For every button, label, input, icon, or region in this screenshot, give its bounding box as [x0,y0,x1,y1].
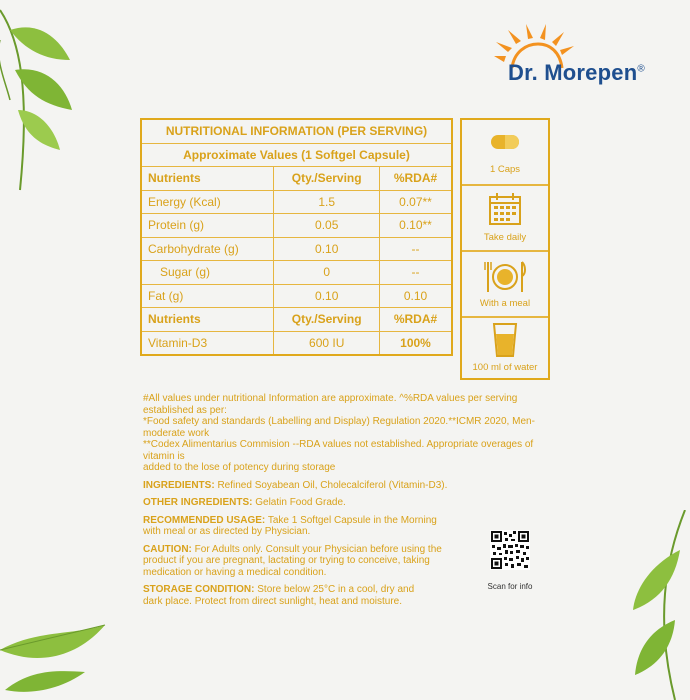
nutrition-panel [140,118,552,382]
other-ingredients-label: OTHER INGREDIENTS: [143,497,253,508]
nutrient-qty: 600 IU [274,331,380,355]
storage-text: Store below 25°C in a cool, dry and [254,584,415,595]
nutrient-qty: 0.10 [274,237,380,261]
usage-label: With a meal [479,298,531,309]
brand-logo [490,22,680,94]
usage-label: Take daily [483,232,527,243]
nutrient-name: Fat (g) [141,284,274,308]
label-notes [143,393,553,613]
table-subtitle: Approximate Values (1 Softgel Capsule) [141,143,452,167]
disclaimer-line: added to the lose of potency during storage [143,462,336,473]
header-qty: Qty./Serving [274,167,380,191]
caution-text: medication or having a medical condition. [143,566,327,578]
table-subtitle-row [141,143,452,167]
nutrient-rda: 0.10 [379,284,452,308]
nutrient-rda: 100% [379,331,452,355]
table-row [141,284,452,308]
ingredients [143,480,553,492]
caution-label: CAUTION: [143,543,192,555]
usage-icons-column [460,118,550,380]
table-row [141,237,452,261]
usage-item-calendar [462,186,548,250]
nutrient-rda: 0.07** [379,190,452,214]
usage-item-capsule [462,120,548,184]
table-row [141,261,452,285]
nutrient-qty: 0.10 [274,284,380,308]
nutrient-rda: -- [379,261,452,285]
nutrient-qty: 0.05 [274,214,380,238]
other-ingredients-text: Gelatin Food Grade. [252,497,346,508]
header-rda: %RDA# [379,308,452,332]
table-title-row [141,119,452,143]
nutrient-name: Sugar (g) [141,261,274,285]
ingredients-label: INGREDIENTS: [143,479,215,491]
nutrient-name: Energy (Kcal) [141,190,274,214]
header-nutrients: Nutrients [141,308,274,332]
other-ingredients [143,497,553,509]
usage-item-meal [462,252,548,316]
storage-label: STORAGE CONDITION: [143,584,255,595]
usage-label: 100 ml of water [472,362,538,373]
table-header-row [141,167,452,191]
water-glass-icon [492,322,518,358]
qr-code-icon[interactable] [490,530,530,570]
leaf-bottom-right-decoration [625,510,690,700]
brand-name: Dr. Morepen® [508,60,645,85]
usage-text: with meal or as directed by Physician. [143,526,311,537]
nutrition-table [140,118,453,356]
usage-label: 1 Caps [489,164,521,175]
table-row [141,214,452,238]
nutrient-rda: -- [379,237,452,261]
nutrient-name: Carbohydrate (g) [141,237,274,261]
table-row [141,190,452,214]
caution-text: For Adults only. Consult your Physician before using the [191,543,442,555]
disclaimer [143,393,553,474]
leaf-top-left-decoration [0,0,80,200]
nutrient-qty: 1.5 [274,190,380,214]
header-rda: %RDA# [379,167,452,191]
disclaimer-line: *Food safety and standards (Labelling and Display) Regulation 2020.**ICMR 2020, Men-moderate work [143,416,535,439]
capsule-icon [490,134,520,150]
disclaimer-line: #All values under nutritional Information are approximate. ^%RDA values per serving established as per: [143,393,518,416]
ingredients-text: Refined Soyabean Oil, Cholecalciferol (Vitamin-D3). [214,479,448,491]
meal-icon [482,260,528,294]
nutrient-name: Protein (g) [141,214,274,238]
header-nutrients: Nutrients [141,167,274,191]
storage-text: dark place. Protect from direct sunlight, heat and moisture. [143,595,403,607]
table-header-row [141,308,452,332]
usage-text: Take 1 Softgel Capsule in the Morning [265,514,437,526]
table-row [141,331,452,355]
header-qty: Qty./Serving [274,308,380,332]
nutrient-rda: 0.10** [379,214,452,238]
caution-text: product if you are pregnant, lactating or trying to conceive, taking [143,555,430,566]
table-title: NUTRITIONAL INFORMATION (PER SERVING) [141,119,452,143]
leaf-bottom-left-decoration [0,590,110,700]
usage-label: RECOMMENDED USAGE: [143,514,266,526]
nutrient-qty: 0 [274,261,380,285]
nutrient-name: Vitamin-D3 [141,331,274,355]
qr-label: Scan for info [487,582,533,591]
usage-item-water [462,318,548,380]
calendar-icon [488,192,522,226]
disclaimer-line: **Codex Alimentarius Commision --RDA values not established. Appropriate overages of vitamin is [143,439,534,462]
